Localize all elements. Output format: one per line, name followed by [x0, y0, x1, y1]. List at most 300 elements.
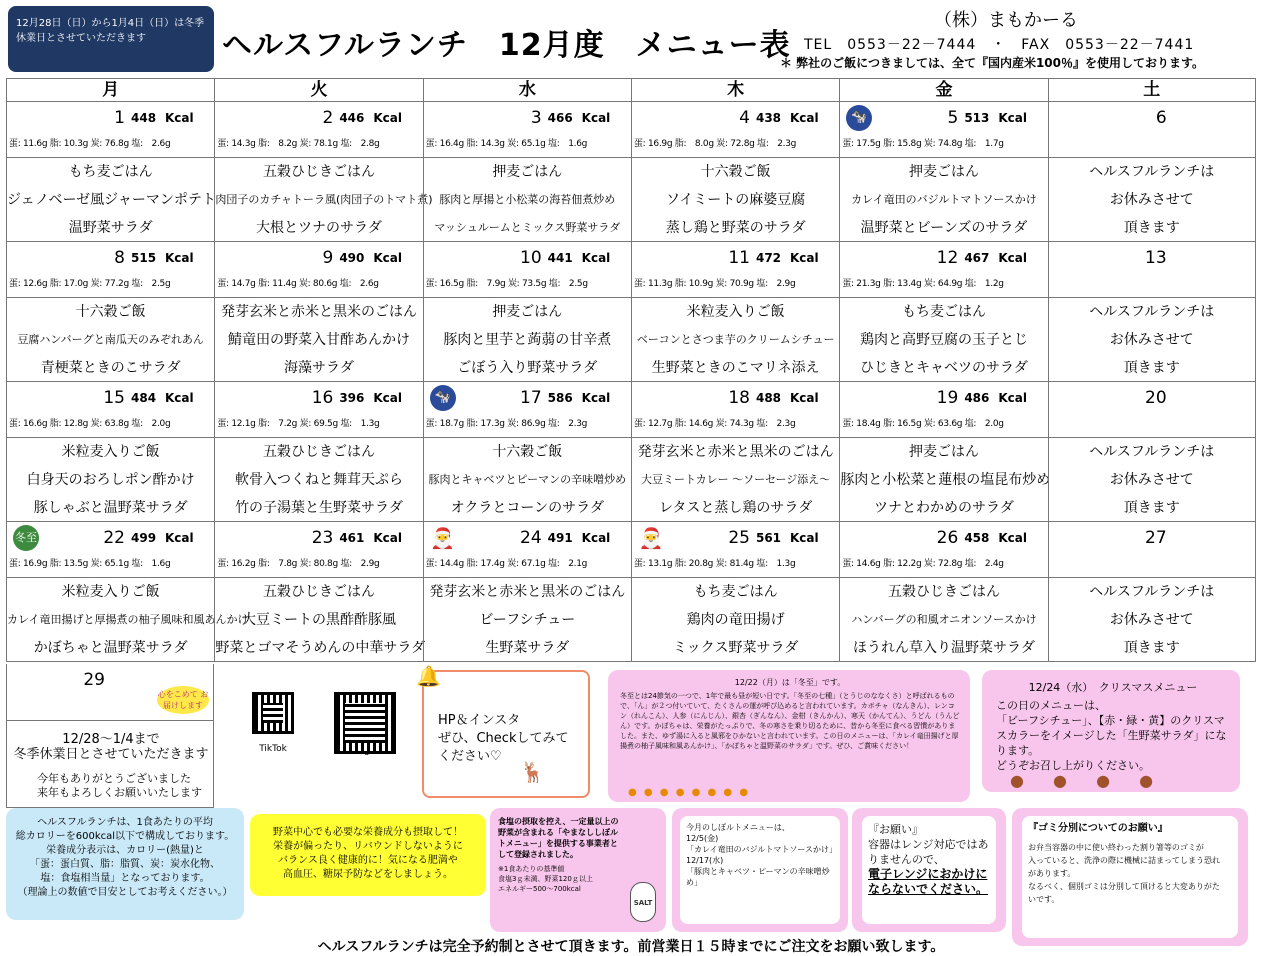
date-number: 17: [520, 388, 542, 408]
info-line: ヘルスフルランチは、1食あたりの平均: [37, 817, 213, 828]
garbage-heading: 『ゴミ分別についてのお願い』: [1028, 823, 1168, 834]
company-name: （株）まもかーる: [934, 10, 1078, 31]
calorie-value: [339, 251, 402, 265]
page-title: ヘルスフルランチ 12月度 メニュー表: [222, 28, 791, 63]
menu-cell-16: [214, 438, 422, 522]
contact-info: TEL 0553－22－7444 ・ FAX 0553－22－7441: [804, 37, 1195, 53]
main-dish: お休みさせて: [1109, 472, 1194, 488]
side-dish: ほうれん草入り温野菜サラダ: [853, 640, 1035, 656]
side-dish: ごぼう入り野菜サラダ: [457, 360, 598, 376]
nutrition-line: 蛋: 21.3g 脂: 13.4g 炭: 64.9g 塩: 1.2g: [842, 279, 1004, 289]
rice-item: 十六穀ご飯: [700, 164, 771, 180]
day-cell-20: [1048, 382, 1256, 438]
health-advice-box: [250, 814, 486, 896]
santa-icon: 🎅: [430, 526, 456, 550]
kcal-unit: Kcal: [373, 251, 402, 265]
weekday-sat: 土: [1048, 78, 1256, 102]
kcal-unit: Kcal: [373, 391, 402, 405]
kcal-unit: Kcal: [581, 111, 611, 125]
kcal-number: 513: [964, 111, 990, 125]
day-cell-17: [423, 382, 631, 438]
kcal-number: 484: [131, 391, 157, 405]
date-number: 8: [114, 248, 125, 268]
calorie-value: [339, 531, 402, 545]
side-dish: 温野菜サラダ: [68, 220, 153, 236]
reservation-footer: ヘルスフルランチは完全予約制とさせて頂きます。前営業日１５時までにご注文をお願い致します。: [317, 939, 945, 955]
side-dish: 頂きます: [1123, 220, 1180, 236]
menu-cell-3: [423, 158, 631, 242]
reindeer-icon: 🦌: [520, 760, 545, 784]
kcal-number: 448: [131, 111, 157, 125]
menu-cell-4: [631, 158, 839, 242]
side-dish: ミックス野菜サラダ: [672, 640, 799, 656]
kcal-number: 446: [339, 111, 365, 125]
side-dish: 生野菜サラダ: [485, 640, 570, 656]
rice-item: 押麦ごはん: [492, 164, 563, 180]
salt-line: 食塩の摂取を控え、一定量以上の: [498, 817, 619, 826]
nutrition-line: 蛋: 16.9g 脂: 13.5g 炭: 65.1g 塩: 1.6g: [9, 559, 171, 569]
qr-code-icon: [252, 692, 294, 734]
main-dish: ジェノベーゼ風ジャーマンポテト: [7, 192, 216, 208]
kcal-unit: Kcal: [165, 251, 194, 265]
day-cell-11: [631, 242, 839, 298]
rice-item: 押麦ごはん: [908, 444, 979, 460]
kcal-unit: Kcal: [789, 391, 819, 405]
date-row: [6, 242, 1256, 298]
salt-mascot-icon: SALT: [630, 882, 656, 922]
date-number: 9: [322, 248, 334, 268]
date-number: 15: [103, 388, 125, 408]
main-dish: 軟骨入つくねと舞茸天ぷら: [234, 472, 403, 488]
kcal-number: 488: [755, 391, 782, 405]
menu-cell-13: [1048, 298, 1256, 382]
weekday-header: [6, 78, 1256, 102]
kcal-number: 499: [131, 531, 157, 545]
main-dish: 大豆ミートの黒酢酢豚風: [241, 612, 396, 628]
kcal-unit: Kcal: [998, 251, 1027, 265]
rice-item: もち麦ごはん: [68, 164, 153, 180]
salt-menu-line: 「豚肉とキャベツ・ピーマンの辛味噌炒め」: [686, 867, 830, 887]
xmas-line-1: この日のメニューは、: [996, 699, 1106, 712]
kcal-number: 466: [547, 111, 573, 125]
nutrition-line: 蛋: 12.6g 脂: 17.0g 炭: 77.2g 塩: 2.5g: [9, 279, 171, 289]
date-number: 29: [83, 670, 105, 690]
kcal-number: 491: [547, 531, 573, 545]
side-dish: 青梗菜ときのこサラダ: [40, 360, 181, 376]
day-cell-3: [423, 102, 631, 158]
menu-cell-9: [214, 298, 422, 382]
tiktok-qr-code[interactable]: [252, 692, 294, 754]
salt-menu-box: [672, 808, 848, 932]
calorie-value: [756, 251, 819, 265]
salt-line: して登録されました。: [498, 850, 578, 859]
side-dish: 生野菜ときのこマリネ添え: [651, 360, 820, 376]
hp-instagram-box: [422, 670, 590, 798]
closure-note: 12/28～1/4まで 冬季休業日とさせていただきます: [13, 732, 209, 762]
kcal-unit: Kcal: [581, 391, 611, 405]
hp-line-1: HP＆インスタ: [438, 713, 521, 728]
rice-item: 米粒麦入りご飯: [61, 444, 160, 460]
date-row: [6, 382, 1256, 438]
instagram-qr-code[interactable]: [334, 692, 396, 754]
kcal-number: 486: [964, 391, 990, 405]
request-inner: [862, 816, 996, 924]
request-highlight: 電子レンジにおかけにならないでください。: [868, 867, 989, 896]
main-dish: 豚肉とキャベツとピーマンの辛味噌炒め: [428, 473, 627, 486]
weeks-container: [6, 102, 1256, 662]
menu-cell-20: [1048, 438, 1256, 522]
main-dish: 豚肉と里芋と蒟蒻の甘辛煮: [443, 332, 612, 348]
day-cell-13: [1048, 242, 1256, 298]
rice-item: 発芽玄米と赤米と黒米のごはん: [220, 304, 417, 320]
kcal-number: 490: [339, 251, 365, 265]
garbage-line: 入っていると、洗浄の際に機械に詰まってしまう恐れ: [1028, 856, 1220, 865]
menu-cell-27: [1048, 578, 1256, 662]
nutrition-line: 蛋: 16.4g 脂: 14.3g 炭: 65.1g 塩: 1.6g: [425, 139, 588, 149]
day-cell-16: [214, 382, 422, 438]
rice-item: 発芽玄米と赤米と黒米のごはん: [429, 584, 626, 600]
kcal-unit: Kcal: [789, 251, 819, 265]
calorie-value: [548, 111, 611, 125]
date-number: 1: [114, 108, 125, 128]
nutrition-line: 蛋: 11.6g 脂: 10.3g 炭: 76.8g 塩: 2.6g: [9, 139, 171, 149]
health-line: 高血圧、糖尿予防などをしましょう。: [283, 869, 453, 880]
day-cell-15: [6, 382, 214, 438]
rice-item: ヘルスフルランチは: [1089, 164, 1215, 180]
side-dish: 竹の子湯葉と生野菜サラダ: [235, 500, 403, 516]
santa-icon: 🎅: [638, 526, 664, 550]
date-row: [6, 102, 1256, 158]
thanks-message: [37, 772, 202, 800]
date-number: 25: [728, 528, 750, 548]
main-dish: 肉団子のカチャトーラ風(肉団子のトマト煮): [215, 193, 433, 206]
nutrition-line: 蛋: 13.1g 脂: 20.8g 炭: 81.4g 塩: 1.3g: [633, 559, 796, 569]
main-dish: 鶏肉の竜田揚げ: [686, 612, 785, 628]
kcal-unit: Kcal: [373, 531, 402, 545]
menu-cell-6: [1048, 158, 1256, 242]
calorie-value: [548, 531, 611, 545]
day-cell-29: [6, 664, 214, 808]
salt-menu-line: 今月のしぼルトメニューは、: [686, 823, 790, 832]
rice-item: もち麦ごはん: [693, 584, 778, 600]
nutrition-line: 蛋: 17.5g 脂: 15.8g 炭: 74.8g 塩: 1.7g: [842, 139, 1004, 149]
side-dish: 海藻サラダ: [284, 360, 354, 376]
yuzu-icon: ● ● ● ● ● ● ● ●: [628, 787, 751, 798]
main-dish: 豚肉と厚揚と小松菜の海苔佃煮炒め: [439, 193, 616, 206]
date-number: 24: [520, 528, 542, 548]
weekday-fri: 金: [839, 78, 1047, 102]
date-number: 22: [103, 528, 125, 548]
salt-menu-line: 12/5(金): [686, 834, 719, 843]
main-dish: カレイ竜田揚げと厚揚煮の柚子風味和風あんかけ: [7, 613, 249, 626]
weekday-tue: 火: [214, 78, 422, 102]
cow-icon: 🐄: [430, 385, 456, 411]
side-dish: 頂きます: [1123, 500, 1180, 516]
rice-item: 米粒麦入りご飯: [686, 304, 785, 320]
nutrition-line: 蛋: 12.1g 脂: 7.2g 炭: 69.5g 塩: 1.3g: [217, 419, 380, 429]
thanks-line-2: 来年もよろしくお願いいたします: [37, 786, 202, 799]
side-dish: マッシュルームとミックス野菜サラダ: [434, 221, 621, 234]
day-cell-9: [214, 242, 422, 298]
kcal-number: 586: [547, 391, 573, 405]
kcal-unit: Kcal: [789, 531, 819, 545]
main-dish: ベーコンとさつま芋のクリームシチュー: [636, 333, 835, 346]
kcal-unit: Kcal: [998, 111, 1027, 125]
nutrition-line: 蛋: 18.4g 脂: 16.5g 炭: 63.6g 塩: 2.0g: [842, 419, 1004, 429]
rice-item: ヘルスフルランチは: [1089, 444, 1215, 460]
date-number: 27: [1145, 528, 1167, 548]
main-dish: ハンバーグの和風オニオンソースかけ: [851, 613, 1037, 626]
calorie-info-box: [6, 808, 244, 920]
rice-item: ヘルスフルランチは: [1089, 584, 1215, 600]
date-number: 3: [530, 108, 542, 128]
date-row: [6, 522, 1256, 578]
thanks-line-1: 今年もありがとうございました: [37, 772, 191, 785]
side-dish: 頂きます: [1123, 640, 1180, 656]
date-number: 20: [1145, 388, 1167, 408]
menu-cell-5: [839, 158, 1047, 242]
health-line: バランス良く健康的に！気になる肥満や: [278, 855, 458, 866]
day-cell-23: [214, 522, 422, 578]
kcal-unit: Kcal: [998, 391, 1027, 405]
date-number: 23: [311, 528, 334, 548]
weekday-thu: 木: [631, 78, 839, 102]
garbage-request-box: [1012, 808, 1248, 946]
calorie-value: [339, 391, 402, 405]
day-cell-25: [631, 522, 839, 578]
side-dish: オクラとコーンのサラダ: [450, 500, 604, 516]
nutrition-line: 蛋: 16.5g 脂: 7.9g 炭: 73.5g 塩: 2.5g: [425, 279, 588, 289]
day-cell-10: [423, 242, 631, 298]
rice-item: 押麦ごはん: [492, 304, 563, 320]
menu-calendar: [6, 78, 1256, 662]
date-number: 6: [1155, 108, 1167, 128]
kcal-number: 515: [131, 251, 157, 265]
day-cell-24: [423, 522, 631, 578]
salt-menu-line: 12/17(水): [686, 856, 724, 865]
kcal-number: 561: [755, 531, 782, 545]
menu-cell-1: [6, 158, 214, 242]
kcal-number: 472: [755, 251, 782, 265]
salt-line: 野菜が含まれる「やまなししぼル: [498, 828, 618, 837]
day-cell-2: [214, 102, 422, 158]
nutrition-line: 蛋: 14.6g 脂: 12.2g 炭: 72.8g 塩: 2.4g: [842, 559, 1004, 569]
calorie-value: [131, 111, 194, 125]
date-number: 12: [936, 248, 959, 268]
rice-item: 五穀ひじきごはん: [262, 164, 375, 180]
side-dish: ツナとわかめのサラダ: [874, 500, 1014, 516]
day-cell-12: [839, 242, 1047, 298]
cow-icon: 🐄: [846, 105, 872, 131]
nutrition-line: 蛋: 16.9g 脂: 8.0g 炭: 72.8g 塩: 2.3g: [633, 139, 797, 149]
info-line: 総カロリーを600kcal以下で構成しております。: [15, 831, 235, 842]
day-cell-19: [839, 382, 1047, 438]
calorie-value: [964, 391, 1027, 405]
rice-item: 五穀ひじきごはん: [887, 584, 1000, 600]
salt-registration-box: [490, 808, 666, 932]
menu-cell-11: [631, 298, 839, 382]
day-cell-27: [1048, 522, 1256, 578]
side-dish: レタスと蒸し鶏のサラダ: [658, 500, 813, 516]
rice-item: 発芽玄米と赤米と黒米のごはん: [637, 444, 834, 460]
day-cell-26: [839, 522, 1047, 578]
side-dish: かぼちゃと温野菜サラダ: [33, 640, 188, 656]
calorie-value: [756, 111, 819, 125]
side-dish: 野菜とゴマそうめんの中華サラダ: [215, 640, 426, 656]
criteria-line: 食塩3ｇ未満、野菜120ｇ以上: [498, 875, 593, 883]
qr-label-tiktok: TikTok: [259, 744, 287, 754]
winter-heading: 12/22（月）は「冬至」です。: [734, 678, 846, 687]
main-dish: ビーフシチュー: [479, 612, 576, 628]
side-dish: 頂きます: [1123, 360, 1180, 376]
menu-cell-18: [631, 438, 839, 522]
kcal-number: 438: [755, 111, 782, 125]
health-line: 栄養が偏ったり、リバウンドしないように: [273, 841, 463, 852]
main-dish: 豆腐ハンバーグと南瓜天のみぞれあん: [17, 333, 204, 346]
kcal-number: 461: [339, 531, 365, 545]
menu-cell-23: [214, 578, 426, 662]
day-cell-8: [6, 242, 214, 298]
criteria-line: ※1食あたりの基準値: [498, 865, 565, 873]
date-number: 11: [728, 248, 750, 268]
salt-line: トメニュー」を提供する事業者と: [498, 839, 618, 848]
weekday-mon: 月: [6, 78, 214, 102]
day-cell-22: [6, 522, 214, 578]
gingerbread-icon: ● ● ● ●: [1010, 771, 1166, 790]
criteria-line: エネルギー500～700kcal: [498, 885, 581, 893]
rice-item: 十六穀ご飯: [492, 444, 563, 460]
menu-cell-2: [214, 158, 433, 242]
request-heading: 『お願い』: [868, 823, 923, 836]
christmas-menu-box: [982, 670, 1240, 792]
salt-menu-line: 「カレイ竜田のバジルトマトソースかけ」: [686, 845, 837, 854]
xmas-line-2: 「ビーフシチュー」、【赤・緑・黄】のクリスマスカラーをイメージした「生野菜サラダ」になります。: [996, 714, 1227, 757]
main-dish: カレイ竜田のバジルトマトソースかけ: [851, 193, 1037, 206]
menu-cell-19: [839, 438, 1051, 522]
menu-row: [6, 578, 1256, 662]
calorie-value: [339, 111, 402, 125]
calorie-value: [131, 531, 194, 545]
hp-line-3: ください♡: [438, 749, 502, 764]
qr-code-icon: [334, 692, 396, 754]
calorie-value: [548, 391, 611, 405]
nutrition-line: 蛋: 14.7g 脂: 11.4g 炭: 80.6g 塩: 2.6g: [217, 279, 379, 289]
info-line: 栄養成分表示は、カロリー(熱量)と: [46, 845, 204, 856]
main-dish: 鶏肉と高野豆腐の玉子とじ: [859, 332, 1028, 348]
side-dish: 豚しゃぶと温野菜サラダ: [33, 500, 188, 516]
date-number: 16: [311, 388, 334, 408]
kcal-number: 396: [339, 391, 365, 405]
salt-menu-inner: [680, 816, 840, 924]
weekday-wed: 水: [423, 78, 631, 102]
nutrition-line: 蛋: 11.3g 脂: 10.9g 炭: 70.9g 塩: 2.9g: [633, 279, 796, 289]
main-dish: 鯖竜田の野菜入甘酢あんかけ: [227, 332, 410, 348]
rice-item: 米粒麦入りご飯: [61, 584, 160, 600]
menu-cell-10: [423, 298, 631, 382]
kcal-unit: Kcal: [165, 531, 194, 545]
rice-item: もち麦ごはん: [901, 304, 986, 320]
garbage-line: お弁当容器の中に使い終わった割り箸等のゴミが: [1028, 843, 1204, 852]
kcal-number: 467: [964, 251, 990, 265]
main-dish: 大豆ミートカレー ～ソーセージ添え～: [641, 473, 831, 486]
kcal-number: 458: [964, 531, 990, 545]
winter-body: 冬至とは24節気の一つで、1年で最も昼が短い日です。「冬至の七種」（とうじのななくさ）と呼ばれるもので、「ん」が２つ付いていて、たくさんの運が呼び込めると言われています。カボチャ（なんきん）、レンコン（れんこん）、人参（にんじん）、銀杏（ぎんなん）、金柑（きんかん）、寒天（かんてん）、うどん（うんどん）です。かぼちゃは、栄養がたっぷりで、冬の寒さを乗り切るために、昔から冬至に食べる習慣がありました。また、ゆず湯に入ると風邪をひかないと言われています。この日のメニューは、「カレイ竜田揚げと厚揚煮の柚子風味和風あんかけ」、「かぼちゃと温野菜のサラダ」です。ぜひ、ご賞味ください！: [620, 692, 960, 750]
info-line: 「蛋：蛋白質、脂：脂質、炭：炭水化物、: [30, 859, 220, 870]
date-number: 4: [739, 108, 750, 128]
side-dish: ひじきとキャベツのサラダ: [860, 360, 1028, 376]
xmas-heading: 12/24（水） クリスマスメニュー: [1028, 681, 1198, 694]
main-dish: お休みさせて: [1109, 192, 1194, 208]
day-cell-6: [1048, 102, 1256, 158]
side-dish: 蒸し鶏と野菜のサラダ: [665, 220, 806, 236]
calorie-value: [756, 391, 819, 405]
menu-cell-26: [839, 578, 1047, 662]
delivery-badge: 心をこめて お届けします: [157, 686, 209, 714]
day-cell-5: [839, 102, 1047, 158]
kcal-unit: Kcal: [165, 391, 194, 405]
kcal-unit: Kcal: [581, 251, 611, 265]
kcal-unit: Kcal: [581, 531, 611, 545]
nutrition-line: 蛋: 14.3g 脂: 8.2g 炭: 78.1g 塩: 2.8g: [217, 139, 380, 149]
rice-item: 押麦ごはん: [908, 164, 979, 180]
garbage-line: なるべく、個別ゴミは分別して頂けると大変ありがた: [1028, 882, 1220, 891]
main-dish: お休みさせて: [1109, 332, 1194, 348]
main-dish: お休みさせて: [1109, 612, 1194, 628]
holiday-notice: 12月28日（日）から1月4日（日）は冬季休業日とさせていただきます: [8, 6, 214, 72]
calorie-value: [964, 111, 1027, 125]
main-dish: 白身天のおろしポン酢かけ: [26, 472, 195, 488]
kcal-unit: Kcal: [165, 111, 194, 125]
rice-item: ヘルスフルランチは: [1089, 304, 1215, 320]
winter-solstice-icon: 冬至: [13, 525, 39, 551]
day-cell-1: [6, 102, 214, 158]
kcal-unit: Kcal: [373, 111, 402, 125]
date-number: 18: [728, 388, 750, 408]
garbage-inner: [1022, 816, 1238, 938]
winter-solstice-box: [608, 670, 970, 802]
menu-cell-15: [6, 438, 214, 522]
day-cell-4: [631, 102, 839, 158]
menu-cell-12: [839, 298, 1047, 382]
menu-row: [6, 158, 1256, 242]
calorie-value: [548, 251, 611, 265]
bell-icon: 🔔: [416, 664, 441, 688]
date-number: 2: [322, 108, 334, 128]
nutrition-line: 蛋: 14.4g 脂: 17.4g 炭: 67.1g 塩: 2.1g: [425, 559, 588, 569]
nutrition-line: 蛋: 16.6g 脂: 12.8g 炭: 63.8g 塩: 2.0g: [9, 419, 171, 429]
calorie-value: [131, 391, 194, 405]
date-number: 26: [936, 528, 959, 548]
side-dish: 温野菜とビーンズのサラダ: [860, 220, 1028, 236]
garbage-line: いです。: [1028, 895, 1060, 904]
calorie-value: [964, 251, 1027, 265]
menu-cell-24: [423, 578, 631, 662]
microwave-request-box: [852, 808, 1006, 932]
date-number: 10: [520, 248, 542, 268]
menu-cell-25: [631, 578, 839, 662]
info-line: 塩：食塩相当量」となっております。: [40, 873, 210, 884]
nutrition-line: 蛋: 12.7g 脂: 14.6g 炭: 74.3g 塩: 2.3g: [633, 419, 796, 429]
main-dish: ソイミートの麻婆豆腐: [665, 192, 806, 208]
xmas-line-3: どうぞお召し上がりください。: [996, 759, 1150, 772]
day-cell-18: [631, 382, 839, 438]
rice-item: 五穀ひじきごはん: [262, 584, 375, 600]
menu-row: [6, 438, 1256, 522]
kcal-unit: Kcal: [998, 531, 1027, 545]
date-number: 19: [936, 388, 959, 408]
kcal-number: 441: [547, 251, 573, 265]
main-dish: 豚肉と小松菜と蓮根の塩昆布炒め: [840, 472, 1051, 488]
